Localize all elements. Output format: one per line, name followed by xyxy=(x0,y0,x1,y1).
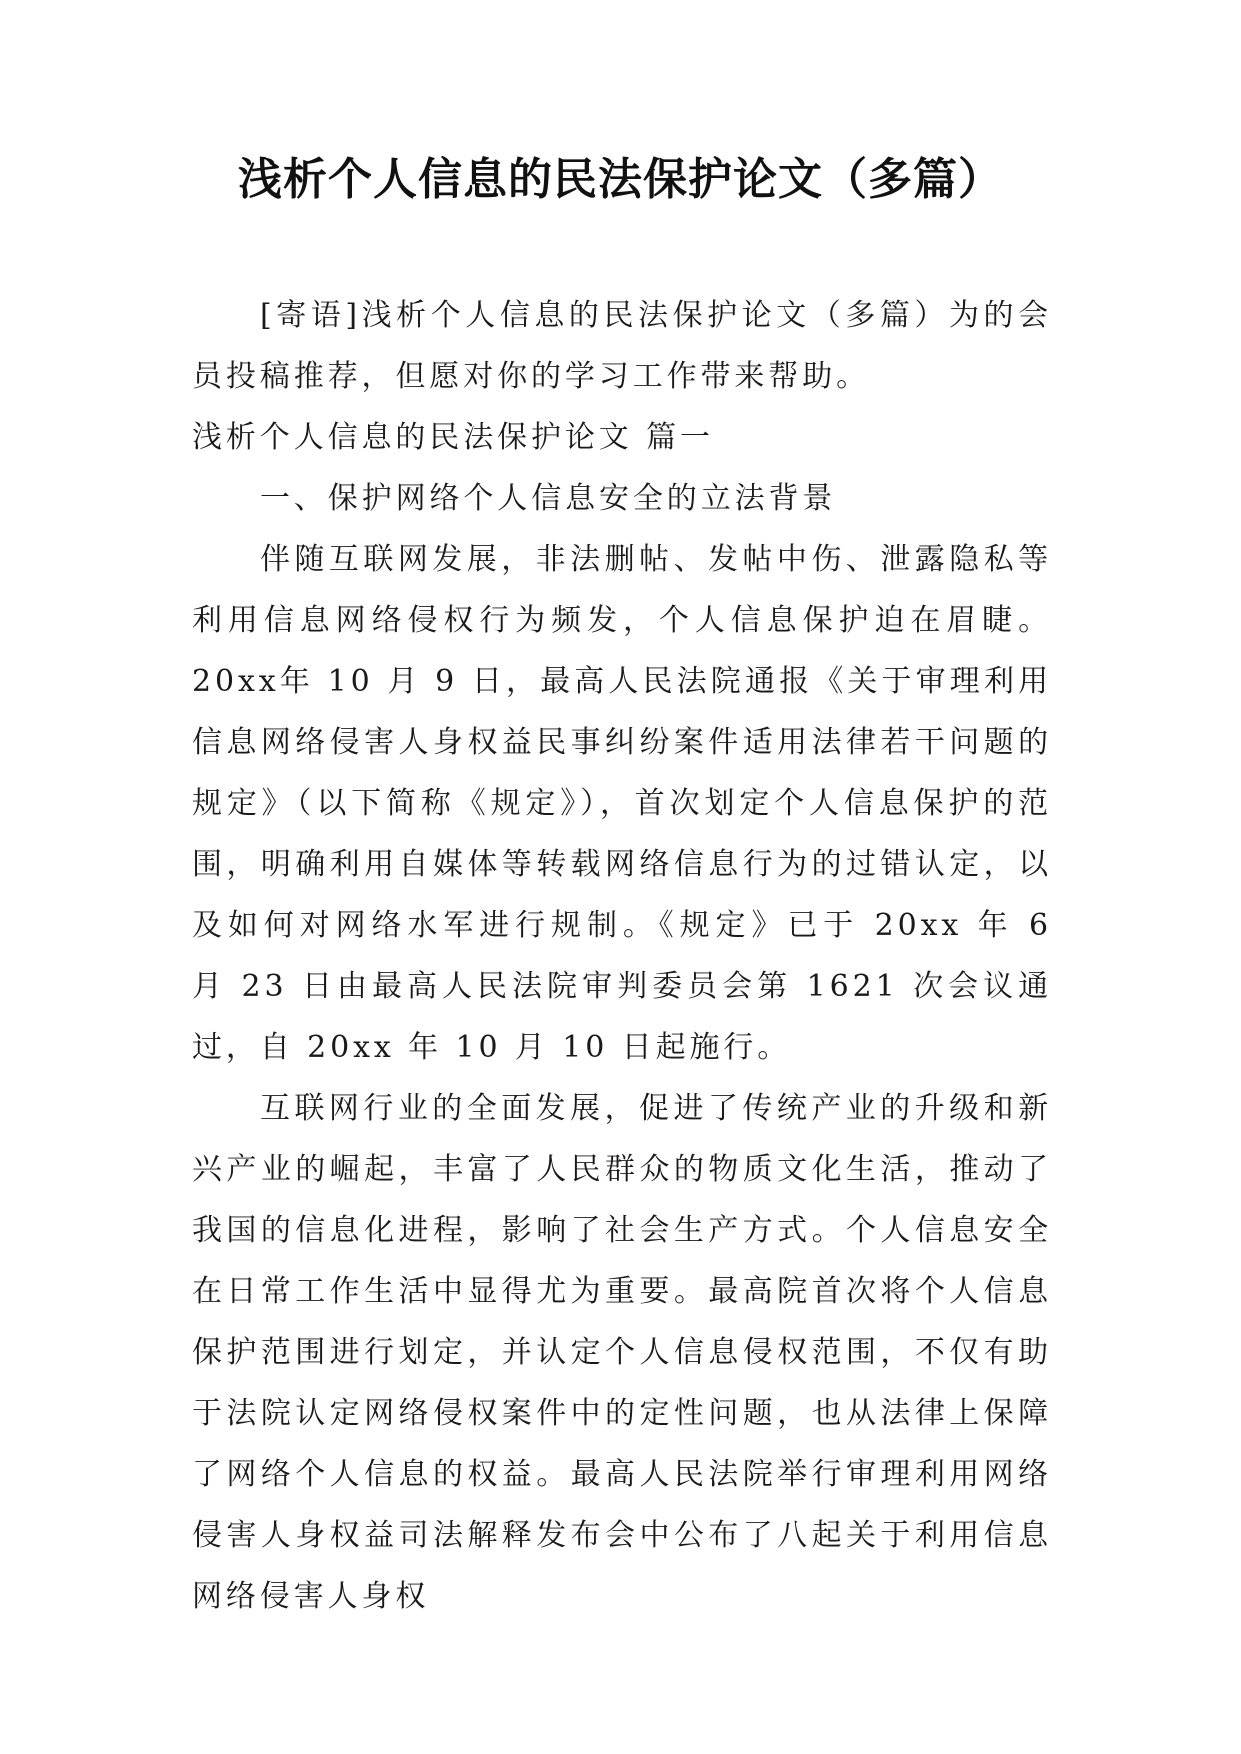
document-body xyxy=(192,285,1052,1627)
body-paragraph-2: 互联网行业的全面发展，促进了传统产业的升级和新兴产业的崛起，丰富了人民群众的物质文化生活，推动了我国的信息化进程，影响了社会生产方式。个人信息安全在日常工作生活中显得尤为重要。最高院首次将个人信息保护范围进行划定，并认定个人信息侵权范围，不仅有助于法院认定网络侵权案件中的定性问题，也从法律上保障了网络个人信息的权益。最高人民法院举行审理利用网络侵害人身权益司法解释发布会中公布了八起关于利用信息网络侵害人身权 xyxy=(192,1091,1052,1614)
document-title: 浅析个人信息的民法保护论文（多篇） xyxy=(238,154,1003,205)
section-heading: 浅析个人信息的民法保护论文 篇一 xyxy=(192,420,714,455)
body-paragraph-1: 伴随互联网发展，非法删帖、发帖中伤、泄露隐私等利用信息网络侵权行为频发，个人信息保护迫在眉睫。20xx年 10 月 9 日，最高人民法院通报《关于审理利用信息网络侵害人身权益民事纠纷案件适用法律若干问题的规定》（以下简称《规定》），首次划定个人信息保护的范围，明确利用自媒体等转载网络信息行为的过错认定，以及如何对网络水军进行规制。《规定》已于 20xx 年 6 月 23 日由最高人民法院审判委员会第 1621 次会议通过，自 20xx 年 10 月 10 日起施行。 xyxy=(192,542,1052,1065)
foreword-paragraph: [寄语]浅析个人信息的民法保护论文（多篇）为的会员投稿推荐，但愿对你的学习工作带来帮助。 xyxy=(192,298,1052,394)
subheading: 一、保护网络个人信息安全的立法背景 xyxy=(260,481,837,516)
